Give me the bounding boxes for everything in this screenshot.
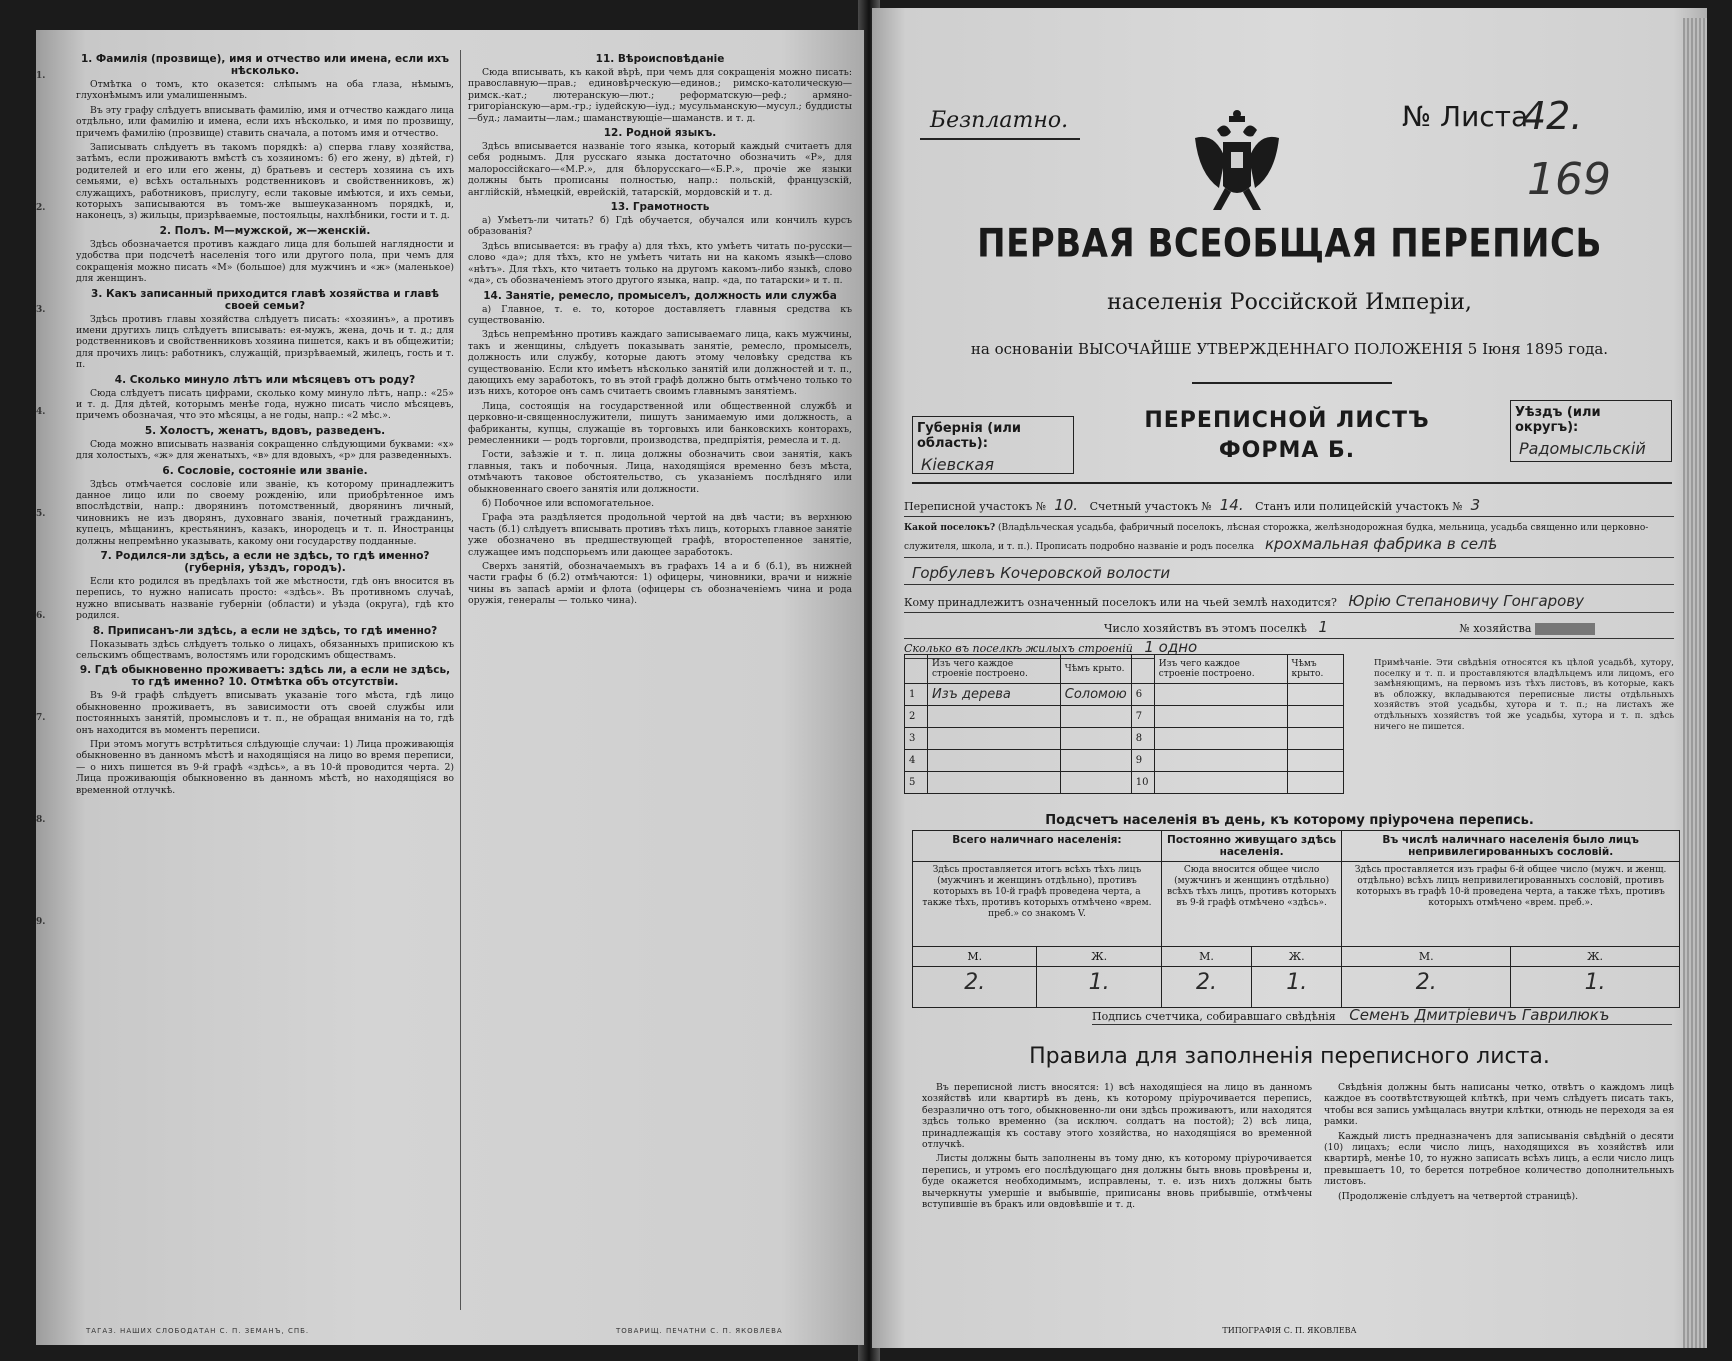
row-number: 4 [905, 750, 928, 772]
signature-value: Семенъ Дмитріевичъ Гаврилюкъ [1349, 1006, 1610, 1024]
section-paragraph: Если кто родился въ предѣлахъ той же мѣстности, гдѣ онъ вносится въ перепись, то нужно написать просто: «здѣсь». Въ противномъ случаѣ, нужно вписывать названіе губерніи (области) и уѣзда (округа), гдѣ кто родился. [76, 576, 454, 622]
section-heading: 4. Сколько минуло лѣтъ или мѣсяцевъ отъ роду? [114, 373, 416, 386]
building-material [928, 706, 1061, 728]
printer-footer: ТИПОГРАФІЯ С. П. ЯКОВЛЕВА [1222, 1326, 1357, 1335]
households-label: Число хозяйствъ въ этомъ поселкѣ [1104, 622, 1307, 635]
free-label-underline [920, 138, 1080, 140]
section-paragraph: Сверхъ занятій, обозначаемыхъ въ графахъ 14 а и б (б.1), въ нижней части графы б (б.2) отмѣчаются: 1) офицеры, чиновники, врачи и нижніе чины въ запасѣ арміи и флота (офицеры съ обозначеніемъ чина и рода оружія, генералы — только чина). [468, 561, 852, 607]
section-paragraph: Въ эту графу слѣдуетъ вписывать фамилію, имя и отчество каждаго лица отдѣльно, или фамилію и имена, если ихъ нѣсколько, и имя по прозвищу, причемъ фамилію (прозвище) ставить сначала, а потомъ имя и отчество. [76, 104, 454, 139]
row-number: 10 [1131, 772, 1154, 794]
form-header-rule [912, 482, 1672, 484]
building-roof [1287, 706, 1344, 728]
pop-perm-male: 2. [1161, 967, 1251, 1008]
free-label: Безплатно. [930, 108, 1069, 133]
section-paragraph: Сюда можно вписывать названія сокращенно слѣдующими буквами: «х» для холостыхъ, «ж» для женатыхъ, «в» для вдовыхъ, «р» для разведенныхъ. [76, 438, 454, 462]
buildings-value: 1 одно [1144, 638, 1198, 656]
building-material [928, 772, 1061, 794]
section-heading: 2. Полъ. М—мужской, ж—женскій. [159, 224, 371, 237]
building-roof [1060, 728, 1131, 750]
row-number: 8 [1131, 728, 1154, 750]
header-material-2: Изъ чего каждое строеніе построено. [1154, 655, 1287, 684]
margin-number: 1. [36, 71, 46, 81]
owner-line [904, 592, 1674, 613]
header-blank-2 [1131, 655, 1154, 684]
right-page [872, 8, 1707, 1348]
building-roof [1287, 750, 1344, 772]
header-roof-2: Чѣмъ крыто. [1287, 655, 1344, 684]
section-paragraph: Гости, заѣзжіе и т. п. лица должны обозначить свои занятія, какъ главныя, такъ и побочныя. Лица, находящіяся временно безъ мѣста, отмѣчаютъ таковое обстоятельство, съ указаніемъ послѣдняго или обыкновеннаго своего занятія или должности. [468, 449, 852, 495]
district-line [904, 496, 1674, 517]
rules-paragraph: Листы должны быть заполнены въ тому дню, къ которому пріурочивается перепись, и утромъ его послѣдующаго дня должны быть вновь провѣрены и, буде окажется необходимымъ, исправлены, т. е. изъ нихъ должны быть вычеркнуты умершіе и выбывшіе, приписаны вновь прибывшіе, отмѣчены вступившіе въ бракъ или овдовѣвшіе и т. д. [922, 1153, 1312, 1211]
decree-line: на основаніи ВЫСОЧАЙШЕ УТВЕРЖДЕННАГО ПОЛОЖЕНІЯ 5 Іюня 1895 года. [970, 340, 1609, 358]
section-heading: 11. Вѣроисповѣданіе [595, 53, 725, 65]
section-paragraph: Лица, состоящія на государственной или общественной службѣ и церковно-и-священнослужители, пишутъ занимаемую ими должность, а фабриканты, купцы, служащіе въ торговыхъ или банковскихъ конторахъ, ремесленники — родъ торговли, производства, предпріятія, ремесла и т. д. [468, 400, 852, 446]
section-heading: 9. Гдѣ обыкновенно проживаетъ: здѣсь ли, а если не здѣсь, то гдѣ именно? 10. Отмѣтка объ отсутствіи. [79, 664, 451, 689]
signature-label: Подпись счетчика, собиравшаго свѣдѣнія [1092, 1010, 1336, 1023]
pop-perm-female: 1. [1252, 967, 1342, 1008]
rules-column-1 [922, 1082, 1312, 1213]
row-number: 9 [1131, 750, 1154, 772]
header-material: Изъ чего каждое строеніе построено. [928, 655, 1061, 684]
header-roof: Чѣмъ крыто. [1060, 655, 1131, 684]
settlement-value-2: Горбулевъ Кочеровской волости [912, 564, 1171, 582]
section-heading: 3. Какъ записанный приходится главѣ хозяйства и главѣ своей семьи? [91, 287, 439, 312]
uezd-box [1510, 400, 1672, 462]
section-paragraph: Здѣсь обозначается противъ каждаго лица для большей наглядности и удобства при подсчетѣ населенія того или другого пола, при чемъ для сокращенія можно писать «М» (большое) для мужчинъ и «ж» (маленькое) для женщинъ. [76, 238, 454, 285]
census-district-label: Переписной участокъ № [904, 500, 1047, 513]
household-number-redacted [1535, 623, 1595, 635]
table-row [905, 728, 1344, 750]
pop-male-header: М. [1161, 947, 1251, 967]
building-roof: Соломою [1060, 684, 1131, 706]
section-heading: 6. Сословіе, состояніе или званіе. [162, 464, 368, 477]
section-paragraph: Здѣсь отмѣчается сословіе или званіе, къ которому принадлежитъ данное лицо или по своему рожденію, или приобрѣтенное имъ впослѣдствіи, напр.: дворянинъ потомственный, дворянинъ личный, чиновникъ не изъ дворянъ, духовнаго званія, почетный гражданинъ, купецъ, мѣщанинъ, крестьянинъ, казакъ, инородецъ и т. п. Иностранцы должны непремѣнно указывать, какому они государству подданные. [76, 478, 454, 547]
rules-title: Правила для заполненія переписного листа. [1029, 1044, 1550, 1069]
building-material [1154, 684, 1287, 706]
rules-column-2 [1324, 1082, 1674, 1205]
pop-all-female: 1. [1037, 967, 1161, 1008]
sheet-number-label: № Листа [1402, 100, 1529, 133]
population-table [912, 830, 1680, 1008]
section-heading: 7. Родился-ли здѣсь, а если не здѣсь, то гдѣ именно? (губернія, уѣздъ, городъ). [100, 550, 430, 574]
section-paragraph: Записывать слѣдуетъ въ такомъ порядкѣ: а) сперва главу хозяйства, затѣмъ, если проживаютъ вмѣстѣ съ хозяиномъ: б) его жену, в) дѣтей, г) родителей и его или его жены, д) братьевъ и сестеръ хозяина съ ихъ семьями, е) всѣхъ остальныхъ родственниковъ и свойственниковъ, ж) служащихъ, работниковъ, прислугу, если таковые имѣются, и ихъ семьи, которыхъ записываются въ томъ-же вышеуказанномъ порядкѣ, и, наконецъ, з) жильцы, призрѣваемые, постояльцы, нахлѣбники, гости и т. д. [76, 142, 454, 222]
section-heading: 14. Занятіе, ремесло, промыселъ, должность или служба [483, 289, 837, 302]
stacked-page-edges [1683, 18, 1707, 1348]
signature-line [1092, 1006, 1672, 1025]
pop-head-all: Всего наличнаго населенія: [913, 831, 1162, 862]
population-count-title: Подсчетъ населенія въ день, къ которому пріурочена перепись. [1045, 813, 1534, 828]
page-subtitle: населенія Россійской Имперіи, [1107, 290, 1472, 315]
pop-head-permanent: Постоянно живущаго здѣсь населенія. [1161, 831, 1341, 862]
rules-paragraph: (Продолженіе слѣдуетъ на четвертой страницѣ). [1338, 1190, 1579, 1202]
pop-female-header: Ж. [1511, 947, 1680, 967]
section-heading: 12. Родной языкъ. [603, 127, 717, 140]
section-paragraph: б) Побочное или вспомогательное. [482, 498, 655, 509]
section-paragraph: При этомъ могутъ встрѣтиться слѣдующіе случаи: 1) Лица проживающія обыкновенно въ данномъ мѣстѣ и находящіяся на лицо во время переписи, — о нихъ пишется въ 9-й графѣ «здѣсь», а въ 10-й проводится черта. 2) Лица проживающія обыкновенно въ данномъ мѣстѣ, но находящіяся во временной отлучкѣ. [76, 739, 454, 796]
section-paragraph: Здѣсь вписывается названіе того языка, который каждый считаетъ для себя роднымъ. Для русскаго языка достаточно обозначить «Р», для малороссійскаго—«М.Р.», для бѣлорусскаго—«Б.Р.», прочіе же языки должны быть прописаны полностью, напр.: польскій, французскій, англійскій, нѣмецкій, еврейскій, татарскій, мордовскій и т. д. [468, 141, 852, 198]
building-roof [1060, 750, 1131, 772]
row-number: 7 [1131, 706, 1154, 728]
section-heading: 1. Фамилія (прозвище), имя и отчество или имена, если ихъ нѣсколько. [80, 53, 450, 77]
census-district-value: 10. [1054, 496, 1079, 514]
building-roof [1287, 728, 1344, 750]
building-material [1154, 728, 1287, 750]
gubernia-value: Кіевская [921, 455, 994, 474]
count-district-label: Счетный участокъ № [1089, 500, 1212, 513]
section-paragraph: Здѣсь противъ главы хозяйства слѣдуетъ писать: «хозяинъ», а противъ имени другихъ лицъ слѣдуетъ вписывать: ея-мужъ, жена, дочь и т. д.; для родственниковъ и свойственниковъ хозяина пишется, какъ и въ общежитіи; для прочихъ лицъ: работникъ, служащій, призрѣваемый, жилецъ, гость и т. п. [76, 313, 454, 371]
count-district-value: 14. [1219, 496, 1244, 514]
margin-number: 3. [36, 305, 46, 315]
buildings-label: Сколько въ поселкѣ жилыхъ строеній [904, 642, 1133, 655]
rules-paragraph: Свѣдѣнія должны быть написаны четко, отвѣтъ о каждомъ лицѣ каждое въ соотвѣтствующей клѣткѣ, при чемъ слѣдуетъ писать такъ, чтобы вся запись умѣщалась внутри клѣтки, отнюдь не переходя за ея рамки. [1324, 1082, 1674, 1128]
table-row [905, 750, 1344, 772]
households-value: 1 [1318, 618, 1328, 636]
gubernia-label: Губернія (или область): [917, 421, 1021, 451]
section-paragraph: Здѣсь непремѣнно противъ каждаго записываемаго лица, какъ мужчины, такъ и женщины, слѣдуетъ показывать занятіе, ремесло, промыселъ, должность или службу, которые даютъ этому человѣку средства къ существованію. Если кто имѣетъ нѣсколько занятій или должностей и т. п., дающихъ ему заработокъ, то въ этой графѣ должно быть отмѣчено только то изъ нихъ, которое онъ самъ считаетъ своимъ главнымъ занятіемъ. [468, 329, 852, 398]
pop-note-nonprivileged: Здѣсь проставляется изъ графы 6-й общее число (мужч. и женщ. отдѣльно) всѣхъ лицъ непривилегированныхъ сословій, противъ которыхъ въ графѣ 10-й проведена черта, а также тѣхъ, противъ которыхъ отмѣчено «врем. преб.». [1342, 862, 1680, 947]
margin-number: 2. [36, 203, 46, 213]
left-page [36, 30, 864, 1345]
decorative-rule [1192, 382, 1392, 384]
uezd-label: Уѣздъ (или округъ): [1515, 405, 1601, 435]
pop-note-permanent: Сюда вносится общее число (мужчинъ и женщинъ отдѣльно) всѣхъ тѣхъ лицъ, противъ которыхъ въ 9-й графѣ отмѣчено «здѣсь». [1161, 862, 1341, 947]
gubernia-box [912, 416, 1074, 474]
building-material [928, 750, 1061, 772]
uezd-value: Радомысльскій [1519, 439, 1646, 458]
margin-number: 5. [36, 509, 46, 519]
row-number: 2 [905, 706, 928, 728]
pop-male-header: М. [913, 947, 1037, 967]
buildings-note: Примѣчаніе. Эти свѣдѣнія относятся къ цѣлой усадьбѣ, хутору, поселку и т. п. и проставляются владѣльцемъ или лицомъ, его замѣняющимъ, на первомъ изъ тѣхъ листовъ, въ которые, какъ въ обложку, вкладываются переписные листы отдѣльныхъ хозяйствъ этой усадьбы, хутора и т. п.; на листахъ же отдѣльныхъ хозяйствъ той же усадьбы, хутора и т. п. здѣсь ничего не пишется. [1374, 658, 1674, 732]
form-title-line-1: ПЕРЕПИСНОЙ ЛИСТЪ [1144, 408, 1430, 433]
section-paragraph: Графа эта раздѣляется продольной чертой на двѣ части; въ верхнюю часть (б.1) слѣдуетъ вписывать противъ тѣхъ лицъ, которыхъ главное занятіе уже обозначено въ предшествующей графѣ, второстепенное занятіе, служащее имъ подспорьемъ или дающее заработокъ. [468, 512, 852, 558]
buildings-table [904, 654, 1344, 794]
building-material [1154, 750, 1287, 772]
settlement-value: крохмальная фабрика в селѣ [1264, 535, 1498, 553]
section-paragraph: Здѣсь вписывается: въ графу а) для тѣхъ, кто умѣетъ читать по-русски—слово «да»; для тѣхъ, кто не умѣетъ читать ни на какомъ языкѣ—слово «нѣтъ». Для тѣхъ, кто читаетъ только на другомъ какомъ-либо языкѣ, слово «да», съ обозначеніемъ этого другого языка, напр. «да, по татарски» и т. п. [468, 240, 852, 287]
building-roof [1287, 684, 1344, 706]
section-paragraph: Показывать здѣсь слѣдуетъ только о лицахъ, обязанныхъ припискою къ сельскимъ обществамъ, волостямъ или городскимъ обществамъ. [76, 638, 454, 662]
page-title: ПЕРВАЯ ВСЕОБЩАЯ ПЕРЕПИСЬ [977, 221, 1602, 267]
section-paragraph: Сюда вписывать, къ какой вѣрѣ, при чемъ для сокращенія можно писать: православную—прав.; единовѣрческую—единов.; римско-католическую—римск.-кат.; лютеранскую—лют.; реформатскую—реф.; армяно-григоріанскую—арм.-гр.; іудейскую—іуд.; мусульманскую—мусул.; буддисты—буд.; ламаиты—лам.; шаманствующіе—шаманств. и т. д. [468, 67, 852, 124]
pop-all-male: 2. [913, 967, 1037, 1008]
margin-number: 8. [36, 815, 46, 825]
pop-female-header: Ж. [1037, 947, 1161, 967]
pop-head-nonprivileged: Въ числѣ наличнаго населенія было лицъ непривилегированныхъ сословій. [1342, 831, 1680, 862]
table-row [905, 706, 1344, 728]
margin-number: 6. [36, 611, 46, 621]
margin-number: 4. [36, 407, 46, 417]
sheet-number-handwritten: 42. [1522, 94, 1583, 138]
building-roof [1060, 772, 1131, 794]
row-number: 6 [1131, 684, 1154, 706]
row-number: 1 [905, 684, 928, 706]
settlement-label: Какой поселокъ? [904, 523, 996, 533]
archive-number-handwritten: 169 [1527, 154, 1611, 205]
pop-male-header: М. [1342, 947, 1511, 967]
imperial-eagle-crest-icon [1187, 108, 1287, 218]
printer-footer-right: ТОВАРИЩ. ПЕЧАТНИ С. П. ЯКОВЛЕВА [616, 1327, 783, 1335]
section-paragraph: Въ 9-й графѣ слѣдуетъ вписывать указаніе того мѣста, гдѣ лицо обыкновенно проживаетъ, въ зависимости отъ своей службы или постоянныхъ занятій, промысловъ и т. п., не обращая вниманія на то, гдѣ онъ находится въ моментъ переписи. [76, 690, 454, 736]
building-material [1154, 772, 1287, 794]
header-blank [905, 655, 928, 684]
form-title-line-2: ФОРМА Б. [1218, 438, 1356, 463]
buildings-table-body [905, 684, 1344, 794]
margin-number: 9. [36, 917, 46, 927]
margin-numbers [36, 70, 70, 1018]
pop-note-all: Здѣсь проставляется итогъ всѣхъ тѣхъ лицъ (мужчинъ и женщинъ отдѣльно), противъ которыхъ въ 10-й графѣ проведена черта, а также тѣхъ, противъ которыхъ отмѣчено «врем. преб.» со знакомъ V. [913, 862, 1162, 947]
row-number: 5 [905, 772, 928, 794]
pop-nonpriv-female: 1. [1511, 967, 1680, 1008]
table-row [905, 772, 1344, 794]
section-paragraph: а) Умѣетъ-ли читать? б) Гдѣ обучается, обучался или кончилъ курсъ образованія? [468, 215, 852, 238]
building-roof [1287, 772, 1344, 794]
owner-value: Юрію Степановичу Гонгарову [1348, 592, 1585, 610]
buildings-table-header [905, 655, 1344, 684]
rules-paragraph: Въ переписной листъ вносятся: 1) всѣ находящіеся на лицо въ данномъ хозяйствѣ или квартирѣ въ день, къ которому пріурочивается перепись, безразлично отъ того, обыкновенно-ли они здѣсь проживаютъ, или находятся здѣсь только временно (за исключ. солдатъ на постой); 2) всѣ лица, принадлежащія къ составу этого хозяйства, но находящіяся во временной отлучкѣ. [922, 1082, 1312, 1151]
settlement-line-2 [904, 564, 1674, 585]
table-row [905, 684, 1344, 706]
stan-value: 3 [1470, 496, 1481, 514]
section-heading: 5. Холостъ, женатъ, вдовъ, разведенъ. [144, 424, 386, 437]
owner-label: Кому принадлежитъ означенный поселокъ или на чьей землѣ находится? [904, 596, 1337, 609]
section-paragraph: Сюда слѣдуетъ писать цифрами, сколько кому минуло лѣтъ, напр.: «25» и т. д. Для дѣтей, которымъ менѣе года, нужно писать число мѣсяцевъ, причемъ обозначая, что это мѣсяцы, а не годы, напр.: «2 мѣс.». [76, 387, 454, 422]
column-divider [460, 50, 461, 1310]
settlement-hint: (Владѣльческая усадьба, фабричный поселокъ, лѣсная сторожка, желѣзнодорожная будка, мельница, усадьба священно или церковно-служителя, школа, и т. п.). Прописать подробно названіе и родъ поселка [904, 523, 1649, 552]
printer-footer-left: ТАГАЗ. НАШИХ СЛОБОДАТАН С. П. ЗЕМАНЪ, СПБ. [86, 1327, 310, 1335]
margin-number: 7. [36, 713, 46, 723]
pop-female-header: Ж. [1252, 947, 1342, 967]
settlement-line [904, 520, 1674, 558]
households-line [904, 618, 1674, 639]
section-heading: 8. Приписанъ-ли здѣсь, а если не здѣсь, то гдѣ именно? [92, 624, 438, 637]
instructions-column-1 [76, 50, 454, 799]
section-paragraph: Отмѣтка о томъ, кто оказется: слѣпымъ на оба глаза, нѣмымъ, глухонѣмымъ или умалишеннымъ. [76, 79, 454, 102]
instructions-column-2 [468, 50, 852, 610]
stan-label: Станъ или полицейскій участокъ № [1255, 500, 1463, 513]
rules-paragraph: Каждый листъ предназначенъ для записыванія свѣдѣній о десяти (10) лицахъ; если число лицъ, находящихся въ хозяйствѣ или квартирѣ, менѣе 10, то нужно записать всѣхъ лицъ, а если число лицъ превышаетъ 10, то берется потребное количество дополнительныхъ листовъ. [1324, 1130, 1674, 1188]
section-heading: 13. Грамотность [610, 201, 710, 214]
form-title [1102, 406, 1472, 466]
household-number-label: № хозяйства [1459, 622, 1532, 635]
building-roof [1060, 706, 1131, 728]
building-material: Изъ дерева [928, 684, 1061, 706]
pop-nonpriv-male: 2. [1342, 967, 1511, 1008]
row-number: 3 [905, 728, 928, 750]
building-material [928, 728, 1061, 750]
section-paragraph: а) Главное, т. е. то, которое доставляетъ главныя средства къ существованію. [468, 303, 852, 326]
building-material [1154, 706, 1287, 728]
